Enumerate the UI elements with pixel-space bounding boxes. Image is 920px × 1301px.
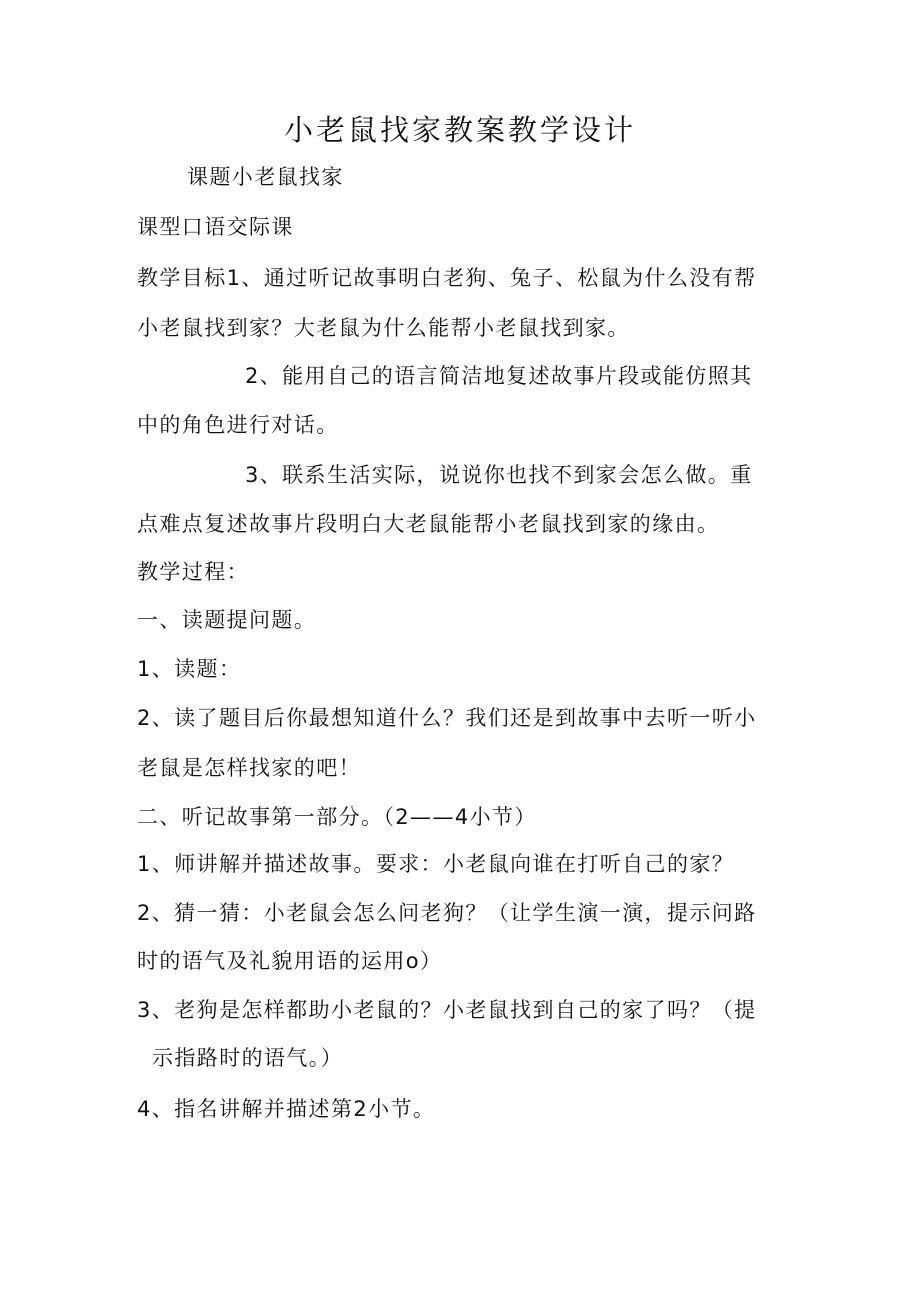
list-item: 1、读题： (137, 657, 242, 681)
list-item: 老鼠是怎样找家的吧！ (137, 756, 361, 780)
course-type-line: 课型口语交际课 (137, 215, 294, 239)
teaching-goal-line: 小老鼠找到家？大老鼠为什么能帮小老鼠找到家。 (137, 316, 630, 340)
course-topic-line: 课题小老鼠找家 (187, 165, 344, 189)
document-title: 小老鼠找家教案教学设计 (283, 113, 636, 147)
key-points-line: 点难点复述故事片段明白大老鼠能帮小老鼠找到家的缘由。 (137, 512, 720, 536)
list-item: 3、老狗是怎样都助小老鼠的？小老鼠找到自己的家了吗？（提 (137, 998, 757, 1022)
teaching-goal-line: 中的角色进行对话。 (137, 413, 339, 437)
list-item: 2、猜一猜：小老鼠会怎么问老狗？（让学生演一演，提示问路 (137, 901, 757, 925)
list-item: 时的语气及礼貌用语的运用o） (137, 949, 443, 973)
teaching-goal-line: 教学目标1、通过听记故事明白老狗、兔子、松鼠为什么没有帮 (137, 266, 757, 290)
list-item: 4、指名讲解并描述第2小节。 (137, 1097, 436, 1121)
section-heading: 教学过程： (137, 560, 249, 584)
section-heading: 二、听记故事第一部分。（2——4小节） (137, 805, 537, 829)
section-heading: 一、读题提问题。 (137, 608, 317, 632)
list-item: 2、读了题目后你最想知道什么？我们还是到故事中去听一听小 (137, 706, 757, 730)
teaching-goal-line: 3、联系生活实际，说说你也找不到家会怎么做。重 (245, 463, 753, 487)
list-item: 1、师讲解并描述故事。要求：小老鼠向谁在打听自己的家？ (137, 852, 735, 876)
list-item: 示指路时的语气。） (152, 1046, 344, 1070)
teaching-goal-line: 2、能用自己的语言简洁地复述故事片段或能仿照其 (245, 364, 753, 388)
